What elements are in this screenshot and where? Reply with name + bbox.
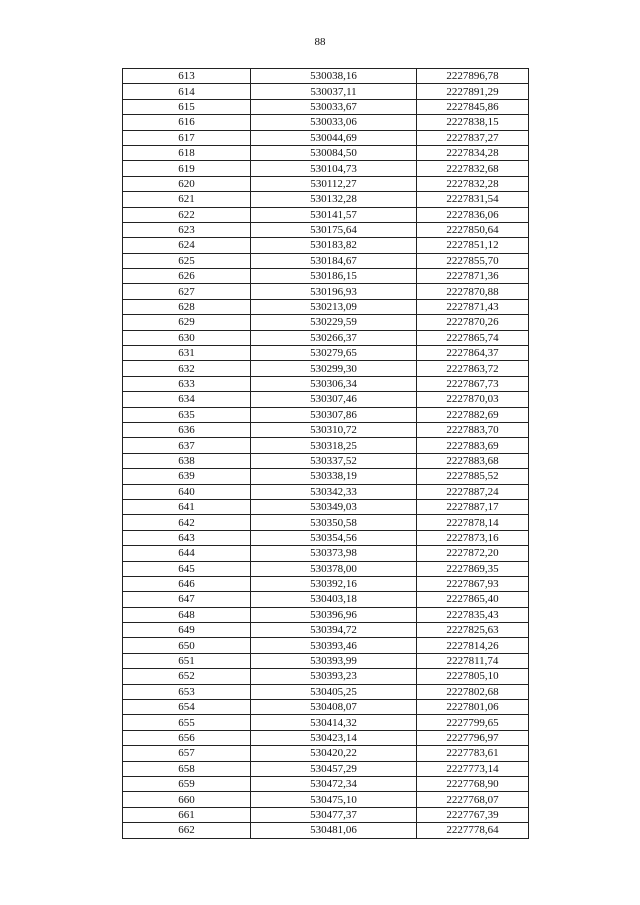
table-row <box>123 392 529 407</box>
table-row <box>123 684 529 699</box>
y-coordinate-cell: 2227873,16 <box>417 530 529 545</box>
table-row <box>123 638 529 653</box>
x-coordinate-cell: 530405,25 <box>251 684 417 699</box>
x-coordinate-cell: 530307,86 <box>251 407 417 422</box>
x-coordinate-cell: 530186,15 <box>251 269 417 284</box>
x-coordinate-cell: 530038,16 <box>251 69 417 84</box>
point-number-cell: 637 <box>123 438 251 453</box>
point-number-cell: 662 <box>123 823 251 838</box>
point-number-cell: 620 <box>123 176 251 191</box>
table-row <box>123 422 529 437</box>
y-coordinate-cell: 2227799,65 <box>417 715 529 730</box>
table-row <box>123 730 529 745</box>
y-coordinate-cell: 2227783,61 <box>417 746 529 761</box>
point-number-cell: 655 <box>123 715 251 730</box>
point-number-cell: 627 <box>123 284 251 299</box>
y-coordinate-cell: 2227850,64 <box>417 222 529 237</box>
y-coordinate-cell: 2227878,14 <box>417 515 529 530</box>
y-coordinate-cell: 2227767,39 <box>417 807 529 822</box>
table-row <box>123 222 529 237</box>
point-number-cell: 632 <box>123 361 251 376</box>
point-number-cell: 624 <box>123 238 251 253</box>
table-row <box>123 823 529 838</box>
table-row <box>123 576 529 591</box>
x-coordinate-cell: 530266,37 <box>251 330 417 345</box>
x-coordinate-cell: 530104,73 <box>251 161 417 176</box>
x-coordinate-cell: 530033,06 <box>251 115 417 130</box>
x-coordinate-cell: 530475,10 <box>251 792 417 807</box>
x-coordinate-cell: 530306,34 <box>251 376 417 391</box>
table-row <box>123 530 529 545</box>
table-row <box>123 607 529 622</box>
point-number-cell: 626 <box>123 269 251 284</box>
y-coordinate-cell: 2227896,78 <box>417 69 529 84</box>
point-number-cell: 657 <box>123 746 251 761</box>
table-row <box>123 269 529 284</box>
table-row <box>123 592 529 607</box>
table-row <box>123 653 529 668</box>
table-row <box>123 238 529 253</box>
point-number-cell: 636 <box>123 422 251 437</box>
x-coordinate-cell: 530279,65 <box>251 346 417 361</box>
point-number-cell: 638 <box>123 453 251 468</box>
x-coordinate-cell: 530457,29 <box>251 761 417 776</box>
x-coordinate-cell: 530033,67 <box>251 99 417 114</box>
point-number-cell: 640 <box>123 484 251 499</box>
x-coordinate-cell: 530084,50 <box>251 145 417 160</box>
y-coordinate-cell: 2227832,28 <box>417 176 529 191</box>
x-coordinate-cell: 530472,34 <box>251 776 417 791</box>
point-number-cell: 621 <box>123 192 251 207</box>
x-coordinate-cell: 530184,67 <box>251 253 417 268</box>
x-coordinate-cell: 530044,69 <box>251 130 417 145</box>
x-coordinate-cell: 530373,98 <box>251 546 417 561</box>
y-coordinate-cell: 2227814,26 <box>417 638 529 653</box>
point-number-cell: 633 <box>123 376 251 391</box>
table-row <box>123 361 529 376</box>
point-number-cell: 656 <box>123 730 251 745</box>
y-coordinate-cell: 2227867,93 <box>417 576 529 591</box>
point-number-cell: 644 <box>123 546 251 561</box>
x-coordinate-cell: 530337,52 <box>251 453 417 468</box>
table-row <box>123 176 529 191</box>
point-number-cell: 642 <box>123 515 251 530</box>
y-coordinate-cell: 2227872,20 <box>417 546 529 561</box>
point-number-cell: 615 <box>123 99 251 114</box>
y-coordinate-cell: 2227855,70 <box>417 253 529 268</box>
point-number-cell: 622 <box>123 207 251 222</box>
table-row <box>123 807 529 822</box>
x-coordinate-cell: 530396,96 <box>251 607 417 622</box>
table-row <box>123 776 529 791</box>
point-number-cell: 619 <box>123 161 251 176</box>
table-row <box>123 330 529 345</box>
point-number-cell: 648 <box>123 607 251 622</box>
point-number-cell: 650 <box>123 638 251 653</box>
table-row <box>123 69 529 84</box>
y-coordinate-cell: 2227811,74 <box>417 653 529 668</box>
y-coordinate-cell: 2227802,68 <box>417 684 529 699</box>
x-coordinate-cell: 530378,00 <box>251 561 417 576</box>
table-row <box>123 407 529 422</box>
x-coordinate-cell: 530037,11 <box>251 84 417 99</box>
point-number-cell: 647 <box>123 592 251 607</box>
x-coordinate-cell: 530196,93 <box>251 284 417 299</box>
point-number-cell: 634 <box>123 392 251 407</box>
point-number-cell: 649 <box>123 623 251 638</box>
x-coordinate-cell: 530392,16 <box>251 576 417 591</box>
point-number-cell: 658 <box>123 761 251 776</box>
y-coordinate-cell: 2227864,37 <box>417 346 529 361</box>
x-coordinate-cell: 530349,03 <box>251 499 417 514</box>
table-row <box>123 715 529 730</box>
y-coordinate-cell: 2227885,52 <box>417 469 529 484</box>
x-coordinate-cell: 530112,27 <box>251 176 417 191</box>
x-coordinate-cell: 530213,09 <box>251 299 417 314</box>
x-coordinate-cell: 530307,46 <box>251 392 417 407</box>
table-row <box>123 499 529 514</box>
y-coordinate-cell: 2227851,12 <box>417 238 529 253</box>
x-coordinate-cell: 530477,37 <box>251 807 417 822</box>
table-row <box>123 130 529 145</box>
y-coordinate-cell: 2227887,24 <box>417 484 529 499</box>
y-coordinate-cell: 2227883,70 <box>417 422 529 437</box>
point-number-cell: 653 <box>123 684 251 699</box>
x-coordinate-cell: 530423,14 <box>251 730 417 745</box>
x-coordinate-cell: 530318,25 <box>251 438 417 453</box>
table-row <box>123 284 529 299</box>
coordinates-table <box>122 68 529 839</box>
point-number-cell: 623 <box>123 222 251 237</box>
table-row <box>123 669 529 684</box>
table-row <box>123 192 529 207</box>
table-row <box>123 115 529 130</box>
y-coordinate-cell: 2227801,06 <box>417 700 529 715</box>
table-row <box>123 99 529 114</box>
point-number-cell: 618 <box>123 145 251 160</box>
table-row <box>123 315 529 330</box>
y-coordinate-cell: 2227768,90 <box>417 776 529 791</box>
table-row <box>123 376 529 391</box>
table-row <box>123 700 529 715</box>
x-coordinate-cell: 530403,18 <box>251 592 417 607</box>
point-number-cell: 635 <box>123 407 251 422</box>
y-coordinate-cell: 2227836,06 <box>417 207 529 222</box>
y-coordinate-cell: 2227831,54 <box>417 192 529 207</box>
table-row <box>123 253 529 268</box>
point-number-cell: 652 <box>123 669 251 684</box>
y-coordinate-cell: 2227882,69 <box>417 407 529 422</box>
table-row <box>123 792 529 807</box>
point-number-cell: 613 <box>123 69 251 84</box>
table-row <box>123 515 529 530</box>
y-coordinate-cell: 2227805,10 <box>417 669 529 684</box>
x-coordinate-cell: 530393,99 <box>251 653 417 668</box>
y-coordinate-cell: 2227871,36 <box>417 269 529 284</box>
table-row <box>123 469 529 484</box>
table-row <box>123 453 529 468</box>
point-number-cell: 617 <box>123 130 251 145</box>
y-coordinate-cell: 2227867,73 <box>417 376 529 391</box>
y-coordinate-cell: 2227768,07 <box>417 792 529 807</box>
x-coordinate-cell: 530141,57 <box>251 207 417 222</box>
table-row <box>123 484 529 499</box>
x-coordinate-cell: 530132,28 <box>251 192 417 207</box>
point-number-cell: 616 <box>123 115 251 130</box>
point-number-cell: 643 <box>123 530 251 545</box>
point-number-cell: 614 <box>123 84 251 99</box>
y-coordinate-cell: 2227838,15 <box>417 115 529 130</box>
y-coordinate-cell: 2227845,86 <box>417 99 529 114</box>
point-number-cell: 659 <box>123 776 251 791</box>
x-coordinate-cell: 530350,58 <box>251 515 417 530</box>
point-number-cell: 631 <box>123 346 251 361</box>
point-number-cell: 641 <box>123 499 251 514</box>
y-coordinate-cell: 2227870,88 <box>417 284 529 299</box>
point-number-cell: 630 <box>123 330 251 345</box>
point-number-cell: 661 <box>123 807 251 822</box>
y-coordinate-cell: 2227825,63 <box>417 623 529 638</box>
point-number-cell: 645 <box>123 561 251 576</box>
y-coordinate-cell: 2227870,26 <box>417 315 529 330</box>
table-row <box>123 746 529 761</box>
x-coordinate-cell: 530393,46 <box>251 638 417 653</box>
x-coordinate-cell: 530394,72 <box>251 623 417 638</box>
table-row <box>123 161 529 176</box>
x-coordinate-cell: 530338,19 <box>251 469 417 484</box>
y-coordinate-cell: 2227778,64 <box>417 823 529 838</box>
x-coordinate-cell: 530310,72 <box>251 422 417 437</box>
x-coordinate-cell: 530414,32 <box>251 715 417 730</box>
y-coordinate-cell: 2227883,68 <box>417 453 529 468</box>
point-number-cell: 646 <box>123 576 251 591</box>
table-row <box>123 207 529 222</box>
point-number-cell: 651 <box>123 653 251 668</box>
point-number-cell: 639 <box>123 469 251 484</box>
point-number-cell: 628 <box>123 299 251 314</box>
y-coordinate-cell: 2227870,03 <box>417 392 529 407</box>
y-coordinate-cell: 2227834,28 <box>417 145 529 160</box>
table-row <box>123 438 529 453</box>
x-coordinate-cell: 530175,64 <box>251 222 417 237</box>
page-number: 88 <box>314 36 326 48</box>
x-coordinate-cell: 530183,82 <box>251 238 417 253</box>
table-row <box>123 299 529 314</box>
x-coordinate-cell: 530354,56 <box>251 530 417 545</box>
table-row <box>123 145 529 160</box>
x-coordinate-cell: 530299,30 <box>251 361 417 376</box>
table-row <box>123 546 529 561</box>
y-coordinate-cell: 2227773,14 <box>417 761 529 776</box>
y-coordinate-cell: 2227883,69 <box>417 438 529 453</box>
y-coordinate-cell: 2227865,74 <box>417 330 529 345</box>
y-coordinate-cell: 2227863,72 <box>417 361 529 376</box>
y-coordinate-cell: 2227837,27 <box>417 130 529 145</box>
y-coordinate-cell: 2227835,43 <box>417 607 529 622</box>
x-coordinate-cell: 530420,22 <box>251 746 417 761</box>
table-row <box>123 84 529 99</box>
point-number-cell: 654 <box>123 700 251 715</box>
table-row <box>123 761 529 776</box>
coordinates-table-body <box>123 69 529 839</box>
y-coordinate-cell: 2227869,35 <box>417 561 529 576</box>
y-coordinate-cell: 2227871,43 <box>417 299 529 314</box>
y-coordinate-cell: 2227887,17 <box>417 499 529 514</box>
x-coordinate-cell: 530229,59 <box>251 315 417 330</box>
x-coordinate-cell: 530481,06 <box>251 823 417 838</box>
y-coordinate-cell: 2227832,68 <box>417 161 529 176</box>
y-coordinate-cell: 2227891,29 <box>417 84 529 99</box>
table-row <box>123 346 529 361</box>
point-number-cell: 660 <box>123 792 251 807</box>
table-row <box>123 623 529 638</box>
table-row <box>123 561 529 576</box>
point-number-cell: 625 <box>123 253 251 268</box>
x-coordinate-cell: 530393,23 <box>251 669 417 684</box>
y-coordinate-cell: 2227865,40 <box>417 592 529 607</box>
x-coordinate-cell: 530408,07 <box>251 700 417 715</box>
x-coordinate-cell: 530342,33 <box>251 484 417 499</box>
y-coordinate-cell: 2227796,97 <box>417 730 529 745</box>
point-number-cell: 629 <box>123 315 251 330</box>
